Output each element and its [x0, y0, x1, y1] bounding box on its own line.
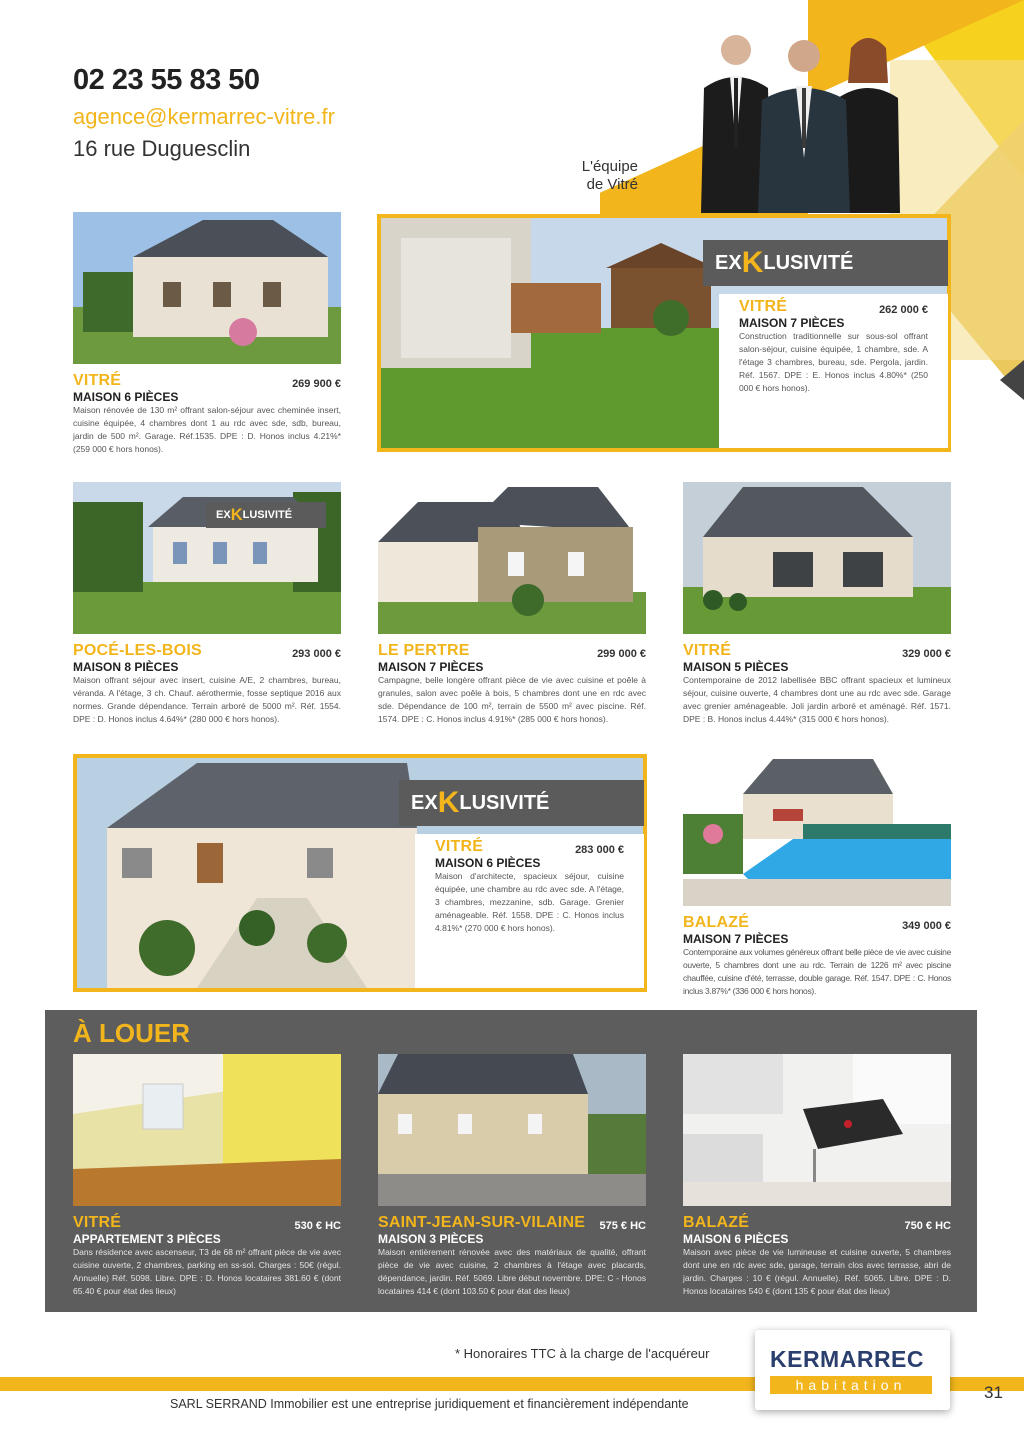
listing-city: POCÉ-LES-BOIS [73, 642, 202, 659]
rental-3[interactable] [683, 1214, 951, 1298]
exk-ex: EX [216, 509, 231, 521]
rental-price: 750 € HC [904, 1220, 951, 1232]
listing-type: MAISON 6 PIÈCES [435, 856, 541, 870]
listing-photo-1[interactable] [73, 212, 341, 364]
listing-photo-4[interactable] [378, 482, 646, 634]
listing-price: 349 000 € [902, 920, 951, 932]
rental-description: Maison avec pièce de vie lumineuse et cuisine ouverte, 5 chambres dont une en rdc avec sde, garage, terrain clos avec terrasse, abri de jardin. Charges : 10 € (régul. Annuelle). Réf. 5065. Libre. DPE : D. Honos locataires 540 € (dont 135 € pour état des lieux) [683, 1247, 951, 1296]
rental-city: SAINT-JEAN-SUR-VILAINE [378, 1214, 586, 1231]
rental-1[interactable] [73, 1214, 341, 1298]
rental-city: VITRÉ [73, 1214, 122, 1231]
team-photo [686, 28, 916, 213]
listing-description: Maison offrant séjour avec insert, cuisine A/E, 2 chambres, bureau, véranda. A l'étage, 3 ch. Chauf. aérothermie, fosse septique 2016 aux normes. Grande dépendance. Terrain arboré de 5000 m². Réf. 1554. DPE : D. Honos inclus 4.64%* (280 000 € hors honos). [73, 675, 341, 724]
exk-ex: EX [715, 251, 742, 274]
page-number: 31 [984, 1383, 1003, 1402]
listing-price: 262 000 € [879, 304, 928, 316]
listing-city: VITRÉ [435, 838, 484, 855]
listing-price: 293 000 € [292, 648, 341, 660]
featured-listing-frame-1[interactable] [377, 214, 951, 452]
exklusivite-banner-2 [206, 502, 326, 528]
listing-description: Maison d'architecte, spacieux séjour, cuisine équipée, une chambre au rdc avec sde. A l'étage, 3 chambres, mezzanine, sdb. Garage. Grenier aménageable. Réf. 1558. DPE : C. Honos inclus 4.81%* (270 000 € hors honos). [435, 871, 624, 933]
listing-city: VITRÉ [73, 372, 122, 389]
listing-photo-5[interactable] [683, 482, 951, 634]
rental-photo-2[interactable] [378, 1054, 646, 1206]
listing-type: MAISON 7 PIÈCES [378, 660, 484, 674]
listing-2 [719, 294, 948, 448]
listing-7[interactable] [683, 914, 951, 998]
listing-city: VITRÉ [683, 642, 732, 659]
agency-email[interactable]: agence@kermarrec-vitre.fr [73, 104, 335, 129]
exk-rest: LUSIVITÉ [459, 791, 550, 814]
brand-logo-main: KERMARREC [770, 1346, 924, 1372]
rental-type: APPARTEMENT 3 PIÈCES [73, 1232, 221, 1246]
exk-k: K [741, 246, 764, 279]
listing-description: Contemporaine aux volumes généreux offrant belle pièce de vie avec cuisine ouverte, 5 chambres dont une au rdc. Terrain de 1226 m² avec piscine chauffée, cuisine d'été, terrasse, double garage. Réf. 1547. DPE : C. Honos inclus 3.87%* (336 000 € hors honos). [683, 947, 951, 996]
brand-logo-sub: habitation [770, 1376, 932, 1394]
rental-description: Maison entièrement rénovée avec des matériaux de qualité, offrant pièce de vie avec cuisine, 2 chambres à l'étage avec placards, dépendance, jardin. Réf. 5069. Libre début novembre. DPE: C - Honos locataires 414 € (dont 103.50 € pour état des lieux) [378, 1247, 646, 1296]
rental-2[interactable] [378, 1214, 646, 1298]
listing-5[interactable] [683, 642, 951, 726]
listing-photo-7[interactable] [683, 754, 951, 906]
listing-city: LE PERTRE [378, 642, 470, 659]
rental-type: MAISON 6 PIÈCES [683, 1232, 789, 1246]
rental-price: 575 € HC [599, 1220, 646, 1232]
exk-k: K [437, 786, 460, 819]
fees-note: * Honoraires TTC à la charge de l'acquéreur [455, 1346, 710, 1361]
listing-3[interactable] [73, 642, 341, 726]
listing-description: Maison rénovée de 130 m² offrant salon-séjour avec cheminée insert, cuisine équipée, 4 chambres dont 1 au rdc avec sde, sdb, bureau, jardin de 500 m². Garage. Réf.1535. DPE : D. Honos inclus 4.21%* (259 000 € hors honos). [73, 405, 341, 454]
rentals-title: À LOUER [73, 1018, 190, 1048]
legal-notice: SARL SERRAND Immobilier est une entreprise juridiquement et financièrement indépendante [170, 1397, 689, 1411]
exklusivite-banner-1 [703, 240, 948, 286]
listing-city: VITRÉ [739, 298, 788, 315]
agency-phone[interactable]: 02 23 55 83 50 [73, 64, 260, 96]
team-caption [560, 158, 638, 194]
listing-price: 283 000 € [575, 844, 624, 856]
team-caption-line2: de Vitré [586, 176, 638, 193]
listing-description: Campagne, belle longère offrant pièce de vie avec cuisine et poêle à granules, salon avec poêle à bois, 5 chambres dont une en rdc avec sde. Dépendance de 100 m², terrain de 5500 m² avec piscine. Réf. 1574. DPE : C. Honos inclus 4.91%* (285 000 € hors honos). [378, 675, 646, 724]
listing-type: MAISON 6 PIÈCES [73, 390, 179, 404]
listing-type: MAISON 7 PIÈCES [683, 932, 789, 946]
agency-address: 16 rue Duguesclin [73, 136, 251, 161]
exk-rest: LUSIVITÉ [763, 251, 854, 274]
rental-photo-3[interactable] [683, 1054, 951, 1206]
listing-city: BALAZÉ [683, 914, 750, 931]
exklusivite-banner-3 [399, 780, 644, 826]
rental-type: MAISON 3 PIÈCES [378, 1232, 484, 1246]
listing-type: MAISON 5 PIÈCES [683, 660, 789, 674]
listing-1[interactable] [73, 372, 341, 456]
exk-ex: EX [411, 791, 438, 814]
listing-price: 269 900 € [292, 378, 341, 390]
team-caption-line1: L'équipe [581, 158, 638, 175]
rental-city: BALAZÉ [683, 1214, 750, 1231]
rental-price: 530 € HC [294, 1220, 341, 1232]
featured-listing-frame-2[interactable] [73, 754, 647, 992]
exk-rest: LUSIVITÉ [242, 509, 293, 521]
listing-type: MAISON 7 PIÈCES [739, 316, 845, 330]
listing-price: 299 000 € [597, 648, 646, 660]
listing-description: Construction traditionnelle sur sous-sol offrant salon-séjour, cuisine équipée, 1 chambre, sde. A l'étage 3 chambres, bureau, sde. Pergola, jardin. Réf. 1567. DPE : E. Honos inclus 4.80%* (250 000 € hors honos). [739, 331, 928, 393]
listing-type: MAISON 8 PIÈCES [73, 660, 179, 674]
exk-k: K [230, 505, 243, 524]
rental-description: Dans résidence avec ascenseur, T3 de 68 m² offrant pièce de vie avec cuisine ouverte, 2 chambres, parking en ss-sol. Charges : 50€ (régul. Annuelle) Réf. 5098. Libre. DPE : D. Honos locataires 381.60 € (dont 65.40 € pour état des lieux) [73, 1247, 341, 1296]
listing-4[interactable] [378, 642, 646, 726]
listing-price: 329 000 € [902, 648, 951, 660]
rental-photo-1[interactable] [73, 1054, 341, 1206]
listing-6 [415, 834, 644, 988]
listing-description: Contemporaine de 2012 labellisée BBC offrant spacieux et lumineux séjour, cuisine ouverte, 4 chambres dont une au rdc avec sde. Garage avec grenier aménageable. Joli jardin arboré et aménagé. Réf. 1571. DPE : B. Honos inclus 4.44%* (315 000 € hors honos). [683, 675, 951, 724]
